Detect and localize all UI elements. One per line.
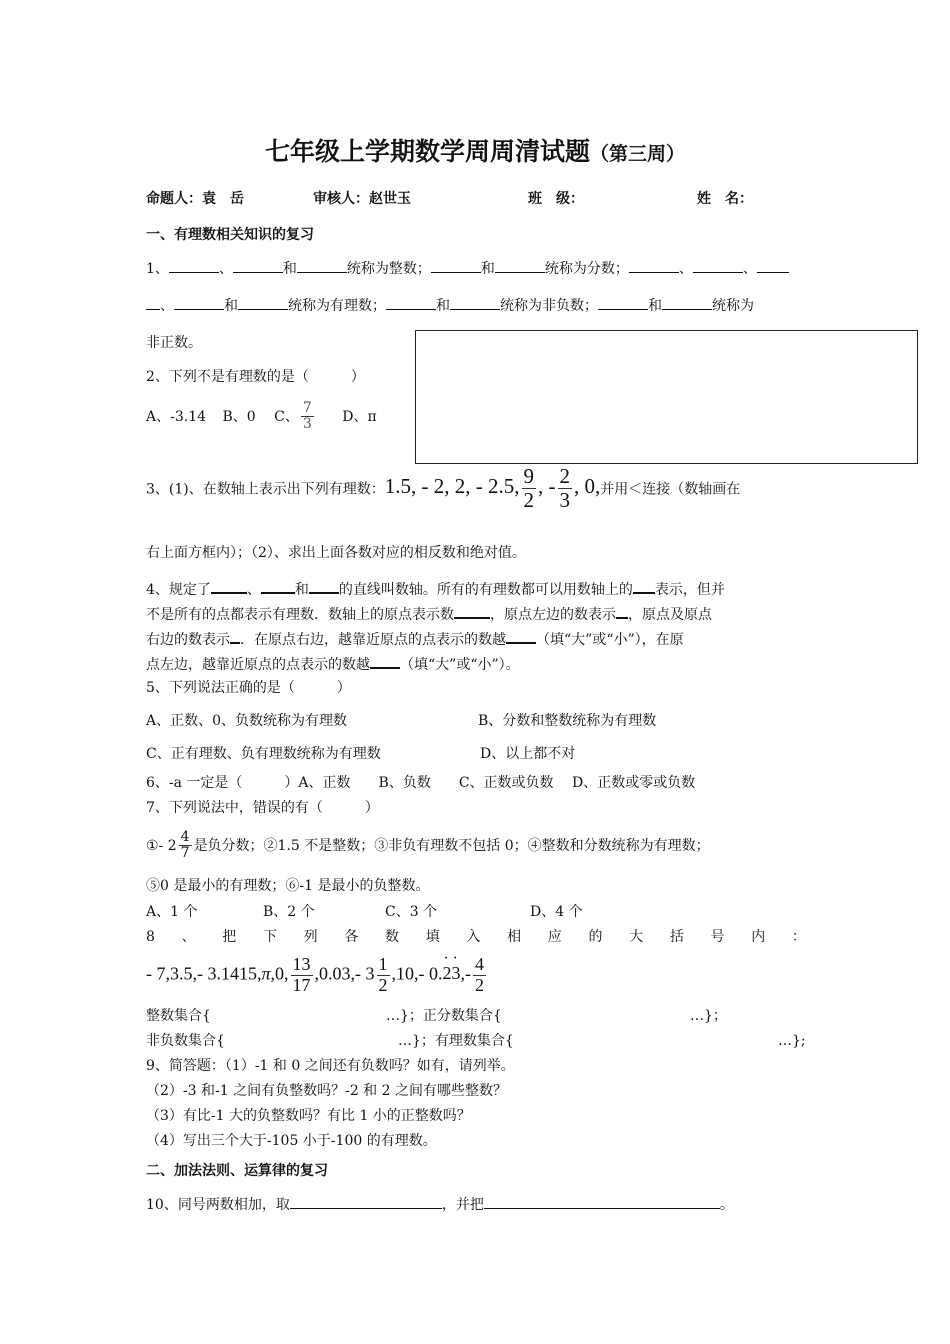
fraction-numerator: 2 (559, 464, 570, 488)
section-heading-1: 一、有理数相关知识的复习 (146, 227, 314, 243)
q1-text: 和 (648, 298, 662, 314)
q1-text: 和 (480, 261, 495, 277)
answer-blank[interactable] (484, 1196, 720, 1209)
number-line-drawing-box[interactable] (415, 330, 918, 464)
positive-fraction-set-end: …}； (690, 1008, 727, 1024)
q8-numbers: ,0, (270, 963, 289, 984)
fraction-denominator: 2 (475, 974, 485, 995)
option-a[interactable]: A、-3.14 (146, 408, 207, 425)
question-7-option-d[interactable]: D、4 个 (530, 904, 583, 920)
answer-blank[interactable] (238, 297, 288, 310)
q4-text: 的直线叫数轴。所有的有理数都可以用数轴上的 (338, 582, 633, 598)
answer-blank[interactable] (370, 655, 400, 669)
question-9-line-1: 9、简答题：（1）-1 和 0 之间还有负数吗？如有，请列举。 (146, 1058, 515, 1074)
fraction-numerator: 9 (523, 464, 534, 488)
q4-text: 、 (246, 582, 261, 598)
reviewer-label: 审核人：赵世玉 (313, 191, 411, 207)
q4-text: ．在原点右边，越靠近原点的点表示的数越 (240, 632, 506, 648)
option-b[interactable]: B、0 (222, 408, 256, 425)
q1-text: 统称为非负数； (500, 298, 598, 314)
rational-set-label: …}；有理数集合{ (398, 1033, 514, 1049)
q1-text: 和 (282, 261, 297, 277)
q4-text: （填“大”或“小”）。 (400, 657, 520, 673)
answer-blank[interactable] (633, 580, 655, 594)
q3-number-list (384, 464, 601, 513)
fraction-denominator: 2 (523, 488, 534, 513)
question-3-line-2: 右上面方框内）；（2）、求出上面各数对应的相反数和绝对值。 (146, 545, 526, 561)
q4-text: ，原点左边的数表示 (490, 607, 616, 623)
repeating-digit: · 2 (443, 963, 452, 983)
question-4-line-4 (146, 655, 520, 674)
title-main: 七年级上学期数学周周清试题 (264, 137, 590, 166)
fraction-denominator: 2 (378, 974, 388, 995)
question-10 (146, 1196, 734, 1214)
q8-numbers: - 7,3.5,- 3.1415, (146, 963, 262, 984)
q8-stem-char: 号 (710, 929, 725, 945)
fraction-denominator: 7 (180, 845, 190, 862)
q4-text: 4、规定了 (146, 582, 211, 598)
answer-blank[interactable] (450, 297, 500, 310)
answer-blank[interactable] (431, 260, 481, 273)
class-label: 班 级： (528, 191, 584, 207)
q1-text: 统称为 (712, 298, 754, 314)
q4-text: 不是所有的点都表示有理数．数轴上的原点表示数 (146, 607, 454, 623)
question-5-option-c[interactable]: C、正有理数、负有理数统称为有理数 (146, 746, 381, 762)
question-9-line-3: （3）有比-1 大的负整数吗？有比 1 小的正整数吗？ (146, 1108, 471, 1124)
q3-numbers: 1.5, - 2, 2, - 2.5, (384, 474, 520, 499)
non-negative-set-label: 非负数集合{ (146, 1033, 225, 1049)
header-row (146, 191, 244, 208)
q8-stem-char: 括 (669, 929, 684, 945)
option-d[interactable]: D、π (342, 408, 377, 425)
answer-blank[interactable] (169, 260, 219, 273)
q4-text: 右边的数表示 (146, 632, 230, 648)
question-7-option-a[interactable]: A、1 个 (146, 904, 198, 920)
q7-text: 是负分数；②1.5 不是整数；③非负有理数不包括 0；④整数和分数统称为有理数； (193, 837, 710, 854)
question-7-statements-2: ⑤0 是最小的有理数；⑥-1 是最小的负整数。 (146, 878, 430, 894)
q4-text: ，原点及原点 (628, 607, 712, 623)
q8-stem-char: ： (791, 929, 806, 945)
q8-stem-char: 数 (385, 929, 400, 945)
q1-text: 统称为整数； (346, 261, 431, 277)
fraction-numerator: 1 (378, 954, 388, 974)
answer-blank[interactable] (454, 605, 490, 619)
answer-blank[interactable] (662, 297, 712, 310)
repeating-digit: · 3 (452, 963, 461, 983)
answer-blank[interactable] (230, 630, 240, 644)
answer-blank[interactable] (211, 580, 247, 594)
fraction-denominator: 3 (302, 416, 312, 433)
question-4-line-3 (146, 630, 684, 649)
q1-text: 和 (436, 298, 450, 314)
question-5-option-b[interactable]: B、分数和整数统称为有理数 (478, 713, 657, 729)
q8-stem-char: 、 (181, 929, 196, 945)
answer-blank[interactable] (290, 1196, 442, 1209)
q1-text: 、 (160, 298, 174, 314)
fraction (291, 955, 313, 996)
answer-blank[interactable] (506, 630, 536, 644)
q8-stem-char: 应 (547, 929, 562, 945)
question-8-stem (146, 929, 806, 946)
option-c-label: C、 (274, 408, 299, 425)
q7-text: ①- 2 (146, 837, 177, 854)
answer-blank[interactable] (598, 297, 648, 310)
answer-blank[interactable] (693, 260, 743, 273)
q3-numbers: , - (538, 474, 556, 499)
class-row (528, 191, 584, 208)
question-8-number-list (146, 955, 488, 996)
question-9-line-2: （2）-3 和-1 之间有负整数吗？-2 和 2 之间有哪些整数？ (146, 1083, 507, 1099)
q3-suffix: 并用＜连接（数轴画在 (600, 481, 741, 498)
answer-blank[interactable] (233, 260, 283, 273)
fraction-numerator: 4 (180, 829, 190, 845)
answer-blank[interactable] (495, 260, 545, 273)
q8-stem-char: 的 (588, 929, 603, 945)
q3-numbers: , 0, (574, 474, 601, 499)
q8-stem-char: 列 (303, 929, 318, 945)
name-label: 姓 名： (697, 191, 753, 207)
question-4-line-2 (146, 605, 712, 624)
fraction-numerator: 13 (292, 954, 311, 974)
q1-text: 统称为有理数； (288, 298, 386, 314)
title-sub: （第三周） (590, 143, 686, 165)
answer-blank[interactable] (146, 297, 160, 310)
q8-stem-char: 8 (146, 929, 155, 945)
rational-set-end: …}; (778, 1033, 806, 1049)
q1-text: 、 (742, 261, 757, 277)
q8-stem-char: 填 (425, 929, 440, 945)
answer-blank[interactable] (309, 580, 339, 594)
name-row (697, 191, 753, 208)
question-9-line-4: （4）写出三个大于-105 小于-100 的有理数。 (146, 1133, 437, 1149)
question-4-line-1 (146, 580, 725, 599)
q1-text: 统称为分数； (544, 261, 629, 277)
q10-text: 。 (719, 1197, 734, 1213)
fraction (473, 955, 486, 996)
question-7-option-b[interactable]: B、2 个 (263, 904, 315, 920)
q8-numbers: ,- (460, 963, 472, 984)
answer-blank[interactable] (297, 260, 347, 273)
question-5-option-a[interactable]: A、正数、0、负数统称为有理数 (146, 713, 348, 729)
q8-stem-char: 内 (751, 929, 766, 945)
question-6: 6、-a 一定是（ ）A、正数 B、负数 C、正数或负数 D、正数或零或负数 (146, 775, 696, 791)
q8-stem-char: 大 (629, 929, 644, 945)
question-2-options (146, 401, 377, 433)
answer-blank[interactable] (616, 605, 628, 619)
answer-blank[interactable] (757, 260, 789, 273)
question-2-stem: 2、下列不是有理数的是（ ） (146, 369, 365, 385)
author-label: 命题人：袁 岳 (146, 191, 244, 207)
question-7-statements-1 (146, 830, 710, 862)
fraction (179, 830, 192, 862)
fraction-denominator: 17 (292, 974, 311, 995)
q10-text: ，并把 (441, 1197, 484, 1213)
answer-blank[interactable] (386, 297, 436, 310)
q8-stem-char: 下 (262, 929, 277, 945)
q1-text: 和 (224, 298, 238, 314)
fraction-denominator: 3 (559, 488, 570, 513)
integer-set-label: 整数集合{ (146, 1008, 211, 1024)
question-7-stem: 7、下列说法中，错误的有（ ） (146, 800, 379, 816)
question-1-line-1 (146, 260, 789, 278)
q1-text: 1、 (146, 261, 169, 277)
q8-pi: π (261, 963, 271, 984)
positive-fraction-set-label: …}；正分数集合{ (386, 1008, 502, 1024)
fraction (301, 401, 314, 433)
q1-text: 、 (678, 261, 693, 277)
q8-stem-char: 相 (507, 929, 522, 945)
answer-blank[interactable] (174, 297, 224, 310)
question-7-option-c[interactable]: C、3 个 (385, 904, 438, 920)
q4-text: 和 (294, 582, 309, 598)
fraction (377, 955, 390, 996)
q8-stem-char: 各 (344, 929, 359, 945)
q8-numbers: ,10,- 0. (391, 963, 443, 984)
q8-numbers: ,0.03,- 3 (314, 963, 375, 984)
answer-blank[interactable] (261, 580, 295, 594)
q8-stem-char: 把 (222, 929, 237, 945)
page-title (0, 132, 950, 168)
q4-text: 点左边，越靠近原点的点表示的数越 (146, 657, 370, 673)
option-c[interactable] (274, 400, 316, 433)
fraction-numerator: 7 (302, 400, 312, 416)
q3-prefix: 3、(1)、在数轴上表示出下列有理数： (146, 481, 385, 498)
q4-text: （填“大”或“小”），在原 (536, 632, 684, 648)
section-heading-2: 二、加法法则、运算律的复习 (146, 1163, 328, 1179)
q8-stem-char: 入 (466, 929, 481, 945)
question-1-line-2 (146, 297, 754, 315)
q4-text: 表示，但并 (654, 582, 725, 598)
q1-text: 、 (218, 261, 233, 277)
fraction-numerator: 4 (475, 954, 485, 974)
fraction (522, 465, 537, 512)
answer-blank[interactable] (629, 260, 679, 273)
fraction (558, 465, 573, 512)
question-3-line-1 (146, 465, 740, 512)
question-5-stem: 5、下列说法正确的是（ ） (146, 680, 351, 696)
reviewer-row (313, 191, 411, 208)
q10-text: 10、同号两数相加，取 (146, 1197, 290, 1213)
question-5-option-d[interactable]: D、以上都不对 (480, 746, 576, 762)
question-1-line-3: 非正数。 (146, 335, 202, 351)
